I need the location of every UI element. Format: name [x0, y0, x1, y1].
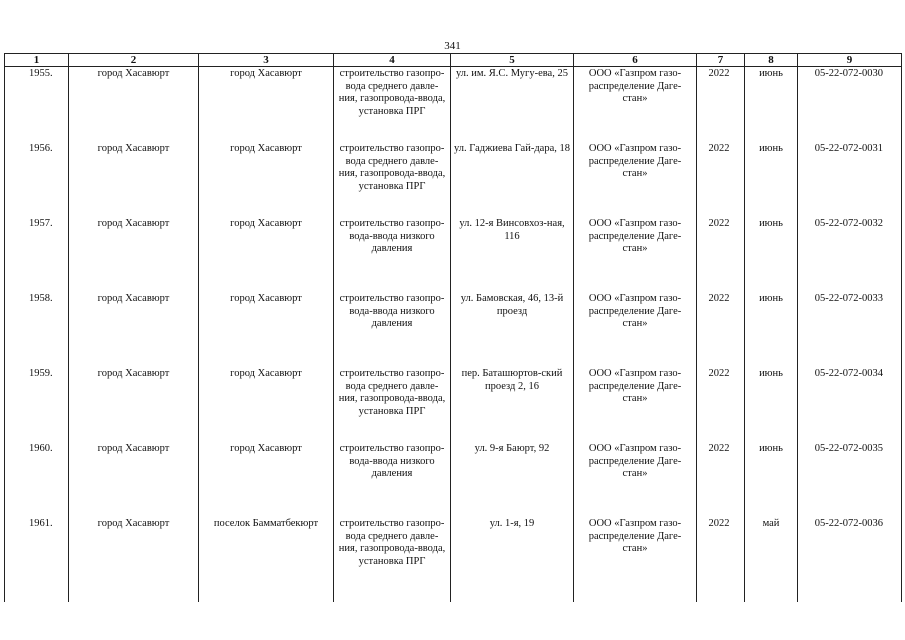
table-row	[5, 142, 902, 217]
column-header: 2	[69, 54, 199, 67]
column-header: 7	[697, 54, 745, 67]
header-row	[5, 54, 902, 67]
address-cell: ул. Гаджиева Гай-дара, 18	[451, 142, 574, 217]
year-cell: 2022	[697, 67, 745, 143]
address-cell: пер. Баташюртов-ский проезд 2, 16	[451, 367, 574, 442]
district-cell: город Хасавюрт	[69, 292, 199, 367]
row-number: 1959.	[5, 367, 69, 442]
column-header: 5	[451, 54, 574, 67]
column-header: 3	[199, 54, 334, 67]
work-description-cell: строительство газопро-вода-ввода низкого давления	[334, 217, 451, 292]
district-cell: город Хасавюрт	[69, 67, 199, 143]
work-description-cell: строительство газопро-вода среднего давле-ния, газопровода-ввода, установка ПРГ	[334, 142, 451, 217]
month-cell: июнь	[745, 367, 798, 442]
table-row	[5, 217, 902, 292]
settlement-cell: город Хасавюрт	[199, 292, 334, 367]
work-description-cell: строительство газопро-вода-ввода низкого давления	[334, 292, 451, 367]
registry-code-cell: 05-22-072-0035	[798, 442, 902, 517]
registry-code-cell: 05-22-072-0032	[798, 217, 902, 292]
organization-cell: ООО «Газпром газо-распределение Даге-стан»	[574, 217, 697, 292]
work-description-cell: строительство газопро-вода среднего давле-ния, газопровода-ввода, установка ПРГ	[334, 367, 451, 442]
work-description-cell: строительство газопро-вода-ввода низкого давления	[334, 442, 451, 517]
registry-code-cell: 05-22-072-0036	[798, 517, 902, 602]
month-cell: июнь	[745, 217, 798, 292]
organization-cell: ООО «Газпром газо-распределение Даге-стан»	[574, 142, 697, 217]
address-cell: ул. 12-я Винсовхоз-ная, 116	[451, 217, 574, 292]
organization-cell: ООО «Газпром газо-распределение Даге-стан»	[574, 517, 697, 602]
district-cell: город Хасавюрт	[69, 442, 199, 517]
district-cell: город Хасавюрт	[69, 367, 199, 442]
month-cell: июнь	[745, 67, 798, 143]
month-cell: июнь	[745, 292, 798, 367]
table-body	[5, 67, 902, 603]
column-header: 9	[798, 54, 902, 67]
settlement-cell: поселок Бамматбекюрт	[199, 517, 334, 602]
settlement-cell: город Хасавюрт	[199, 142, 334, 217]
settlement-cell: город Хасавюрт	[199, 217, 334, 292]
district-cell: город Хасавюрт	[69, 142, 199, 217]
work-description-cell: строительство газопро-вода среднего давле-ния, газопровода-ввода, установка ПРГ	[334, 517, 451, 602]
page-number: 341	[444, 40, 461, 52]
year-cell: 2022	[697, 442, 745, 517]
settlement-cell: город Хасавюрт	[199, 67, 334, 143]
column-header: 6	[574, 54, 697, 67]
registry-code-cell: 05-22-072-0033	[798, 292, 902, 367]
table-row	[5, 442, 902, 517]
table-row	[5, 517, 902, 602]
address-cell: ул. 1-я, 19	[451, 517, 574, 602]
organization-cell: ООО «Газпром газо-распределение Даге-стан»	[574, 367, 697, 442]
year-cell: 2022	[697, 292, 745, 367]
year-cell: 2022	[697, 142, 745, 217]
registry-code-cell: 05-22-072-0030	[798, 67, 902, 143]
organization-cell: ООО «Газпром газо-распределение Даге-стан»	[574, 442, 697, 517]
month-cell: июнь	[745, 142, 798, 217]
district-cell: город Хасавюрт	[69, 517, 199, 602]
registry-code-cell: 05-22-072-0031	[798, 142, 902, 217]
year-cell: 2022	[697, 367, 745, 442]
registry-table	[4, 53, 902, 602]
row-number: 1956.	[5, 142, 69, 217]
column-header: 8	[745, 54, 798, 67]
table-row	[5, 292, 902, 367]
table-row	[5, 67, 902, 143]
column-header: 4	[334, 54, 451, 67]
address-cell: ул. 9-я Баюрт, 92	[451, 442, 574, 517]
district-cell: город Хасавюрт	[69, 217, 199, 292]
row-number: 1960.	[5, 442, 69, 517]
month-cell: июнь	[745, 442, 798, 517]
registry-code-cell: 05-22-072-0034	[798, 367, 902, 442]
settlement-cell: город Хасавюрт	[199, 442, 334, 517]
row-number: 1955.	[5, 67, 69, 143]
month-cell: май	[745, 517, 798, 602]
row-number: 1957.	[5, 217, 69, 292]
column-header: 1	[5, 54, 69, 67]
organization-cell: ООО «Газпром газо-распределение Даге-стан»	[574, 67, 697, 143]
address-cell: ул. им. Я.С. Мугу-ева, 25	[451, 67, 574, 143]
organization-cell: ООО «Газпром газо-распределение Даге-стан»	[574, 292, 697, 367]
work-description-cell: строительство газопро-вода среднего давле-ния, газопровода-ввода, установка ПРГ	[334, 67, 451, 143]
table-row	[5, 367, 902, 442]
year-cell: 2022	[697, 517, 745, 602]
row-number: 1961.	[5, 517, 69, 602]
row-number: 1958.	[5, 292, 69, 367]
address-cell: ул. Бамовская, 46, 13-й проезд	[451, 292, 574, 367]
year-cell: 2022	[697, 217, 745, 292]
settlement-cell: город Хасавюрт	[199, 367, 334, 442]
